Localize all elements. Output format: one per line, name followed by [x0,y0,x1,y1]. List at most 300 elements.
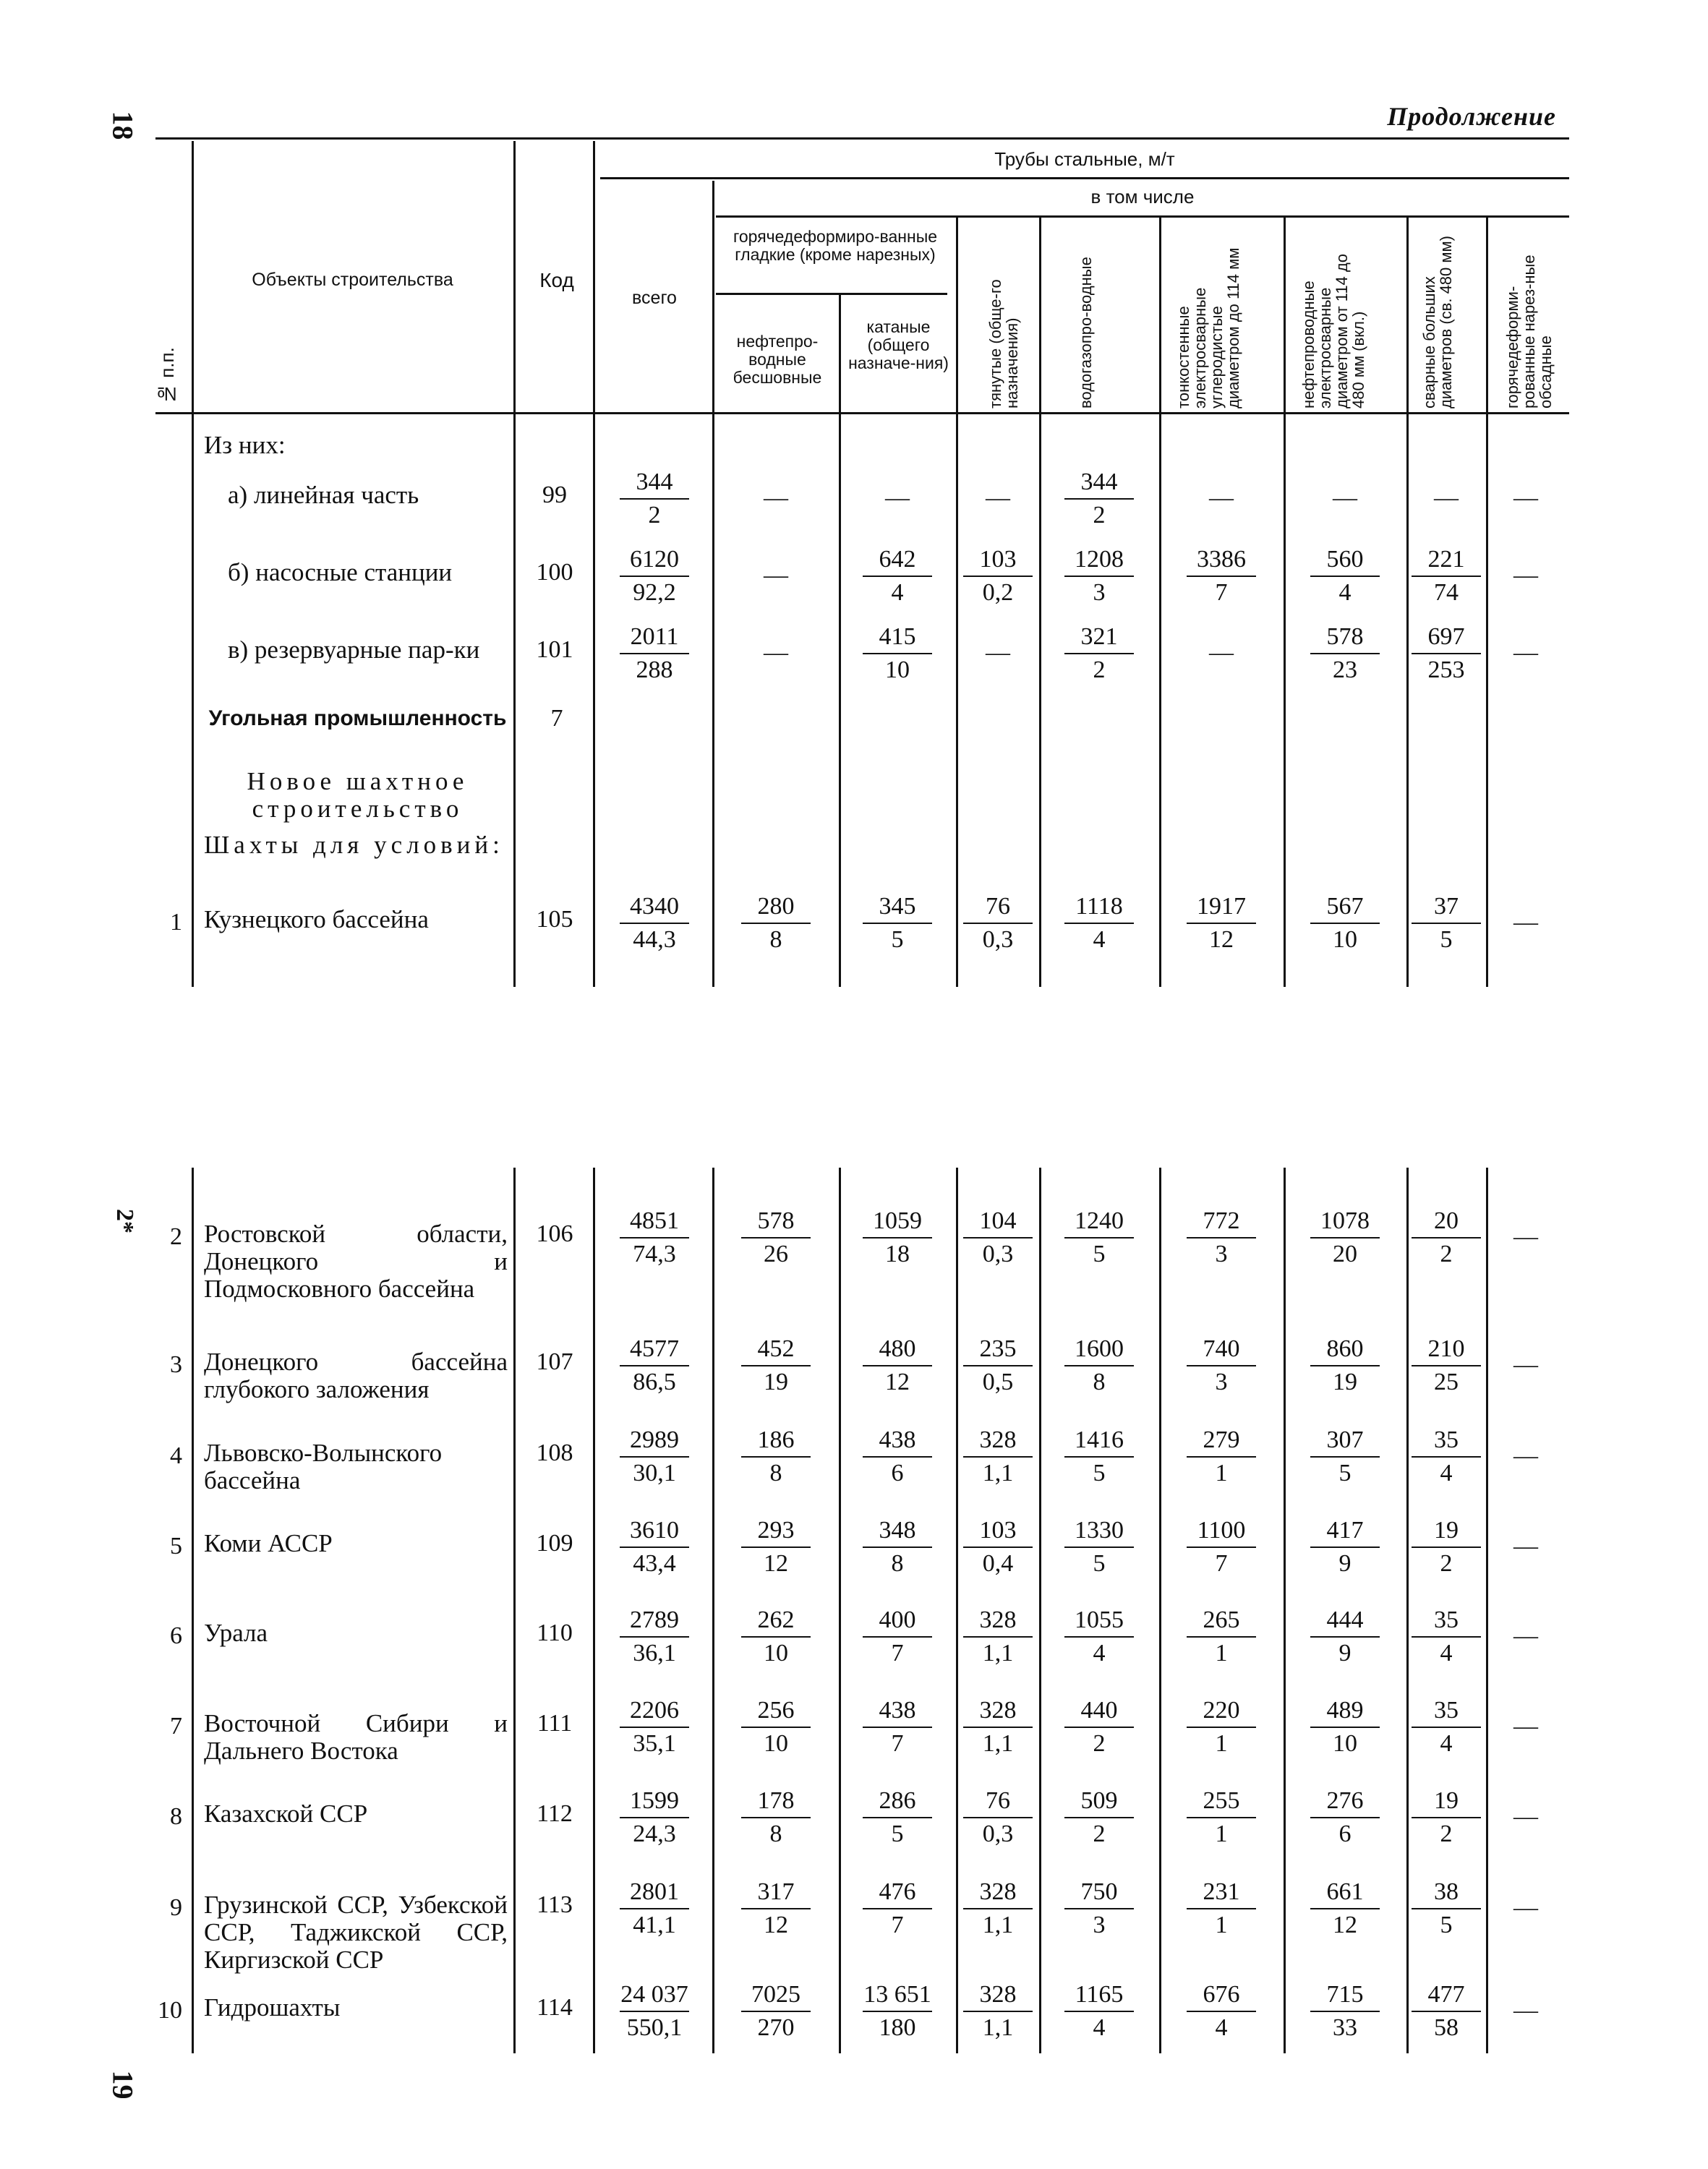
fraction-bar [1187,1365,1256,1366]
cell-denominator: 3 [1215,1241,1228,1267]
cell-denominator: 9 [1338,1640,1352,1667]
cell-numerator: 2011 [630,623,679,650]
fraction-bar [620,1636,689,1638]
fraction-bar [741,2011,811,2012]
fraction-bar [741,1456,811,1458]
cell-denominator: 2 [1093,1730,1106,1757]
cell-denominator: 7 [891,1730,904,1757]
cell-denominator: 8 [769,1821,782,1847]
header-code: Код [539,269,574,291]
table-cell-dash: — [986,639,1010,666]
fraction-bar [1310,2011,1380,2012]
cell-numerator: 2989 [630,1426,679,1453]
row-number: 1 [170,909,182,936]
table-cell-dash: — [1513,562,1538,589]
cell-numerator: 1059 [873,1207,922,1234]
row-name: Коми АССР [204,1529,333,1557]
table-cell [600,1697,709,1758]
cell-denominator: 6 [891,1460,904,1486]
table-cell [600,893,709,954]
row-number: 8 [170,1803,182,1830]
table-cell [1167,1207,1276,1268]
header-water-gas: водогазопро-водные [1077,257,1095,408]
cell-denominator: 18 [885,1241,910,1267]
fraction-bar [1310,1817,1380,1818]
fraction-bar [963,1908,1033,1909]
row-code: 114 [537,1994,573,2021]
table-cell [944,1787,1052,1848]
table-cell-dash: — [1209,484,1234,511]
table-cell [1045,546,1153,607]
table-cell [722,1787,830,1848]
row-number: 4 [170,1442,182,1469]
fraction-bar [620,653,689,654]
fraction-bar [1412,2011,1481,2012]
fraction-bar [620,1365,689,1366]
cell-denominator: 7 [1215,579,1228,606]
table-cell [843,1517,952,1578]
fraction-bar [620,1908,689,1909]
cell-numerator: 1118 [1075,893,1123,920]
table-cell [1291,1981,1399,2042]
fraction-bar [1310,1456,1380,1458]
cell-denominator: 44,3 [633,926,676,953]
row-code: 101 [536,636,573,663]
table-cell [1167,1787,1276,1848]
fraction-bar [741,1727,811,1728]
table-cell [944,1697,1052,1758]
fraction-bar [963,1727,1033,1728]
fraction-bar [741,1636,811,1638]
cell-numerator: 279 [1203,1426,1240,1453]
cell-denominator: 2 [1093,1821,1106,1847]
cell-denominator: 1,1 [982,1912,1014,1938]
fraction-bar [620,576,689,577]
col-divider-a-2 [839,1168,841,2053]
col-divider-d [1159,217,1161,987]
header-pipes-title: Трубы стальные, м/т [994,148,1175,170]
cell-numerator: 19 [1434,1517,1459,1544]
row-number: 7 [170,1713,182,1740]
row-name: а) линейная часть [228,481,419,509]
cell-numerator: 740 [1203,1335,1240,1362]
cell-denominator: 253 [1427,656,1465,683]
fraction-bar [1187,1727,1256,1728]
cell-numerator: 276 [1326,1787,1364,1814]
table-cell-dash: — [1513,1442,1538,1469]
cell-numerator: 265 [1203,1607,1240,1633]
table-cell [1291,1697,1399,1758]
fraction-bar [1310,923,1380,924]
cell-denominator: 4 [1440,1730,1453,1757]
fraction-bar [1310,1365,1380,1366]
section-mines-for: Шахты для условий: [204,831,504,859]
fraction-bar [1187,576,1256,577]
cell-denominator: 26 [764,1241,788,1267]
cell-denominator: 5 [1440,1912,1453,1938]
cell-denominator: 1,1 [982,1460,1014,1486]
table-cell-dash: — [1513,1803,1538,1830]
cell-denominator: 10 [1333,1730,1357,1757]
fraction-bar [1064,1365,1134,1366]
cell-numerator: 328 [979,1697,1017,1724]
table-cell [1045,623,1153,684]
table-cell [944,546,1052,607]
cell-numerator: 676 [1203,1981,1240,2008]
cell-denominator: 2 [1440,1241,1453,1267]
header-bottom-rule [155,412,1569,414]
fraction-bar [863,1546,932,1548]
table-cell [843,893,952,954]
table-cell [600,1207,709,1268]
cell-denominator: 5 [891,1821,904,1847]
table-cell [1291,1335,1399,1396]
cell-numerator: 286 [879,1787,916,1814]
cell-numerator: 76 [986,1787,1010,1814]
coal-industry-code: 7 [550,705,563,732]
table-cell-dash: — [764,484,788,511]
cell-numerator: 35 [1434,1426,1459,1453]
table-cell-dash: — [1513,1894,1538,1921]
cell-numerator: 103 [979,546,1017,573]
header-casing: горячедеформи-рованные нарез-ные обсадные [1503,254,1555,408]
fraction-bar [1412,1237,1481,1238]
cell-denominator: 10 [1333,926,1357,953]
cell-numerator: 328 [979,1981,1017,2008]
table-cell [722,1607,830,1667]
table-cell [1167,546,1276,607]
cell-numerator: 344 [636,469,673,495]
cell-denominator: 5 [1338,1460,1352,1486]
section-of-them: Из них: [204,431,286,459]
fraction-bar [963,576,1033,577]
cell-denominator: 0,2 [982,579,1014,606]
fraction-bar [620,1546,689,1548]
row-name: Урала [204,1619,268,1647]
fraction-bar [1310,1727,1380,1728]
table-cell [600,469,709,529]
cell-denominator: 1 [1215,1730,1228,1757]
header-drawn: тянутые (обще-го назначения) [986,279,1021,408]
table-cell [944,1207,1052,1268]
fraction-bar [963,1546,1033,1548]
col-divider-total [712,181,714,987]
fraction-bar [1064,576,1134,577]
cell-denominator: 20 [1333,1241,1357,1267]
header-welded-large: сварные больших диаметров (св. 480 мм) [1420,236,1455,408]
cell-denominator: 0,5 [982,1369,1014,1395]
fraction-bar [1412,1546,1481,1548]
cell-denominator: 33 [1333,2014,1357,2041]
cell-denominator: 10 [764,1730,788,1757]
table-cell [843,1335,952,1396]
table-cell-dash: — [764,639,788,666]
header-thin: тонкостенные электросварные углеродистые диаметром до 114 мм [1174,247,1242,408]
cell-denominator: 2 [1093,656,1106,683]
fraction-bar [1064,1636,1134,1638]
cell-denominator: 19 [764,1369,788,1395]
fraction-bar [1412,576,1481,577]
cell-numerator: 256 [757,1697,795,1724]
cell-numerator: 661 [1326,1878,1364,1905]
row-number: 5 [170,1533,182,1560]
table-cell [1291,1517,1399,1578]
cell-denominator: 3 [1093,579,1106,606]
cell-denominator: 4 [1440,1640,1453,1667]
fraction-bar [863,1456,932,1458]
cell-numerator: 35 [1434,1607,1459,1633]
fraction-bar [963,1237,1033,1238]
fraction-bar [1064,1456,1134,1458]
table-cell-dash: — [1513,639,1538,666]
table-cell [722,1517,830,1578]
header-rolled: катаные (общего назначе-ния) [848,317,949,372]
cell-numerator: 1599 [630,1787,679,1814]
fraction-bar [963,2011,1033,2012]
table-cell [843,1878,952,1939]
fraction-bar [1187,1817,1256,1818]
cell-numerator: 186 [757,1426,795,1453]
cell-denominator: 7 [891,1640,904,1667]
cell-numerator: 1240 [1075,1207,1124,1234]
col-divider-total-2 [712,1168,714,2053]
fraction-bar [863,1237,932,1238]
table-cell-dash: — [1513,484,1538,511]
table-cell-dash: — [1513,1622,1538,1649]
cell-numerator: 560 [1326,546,1364,573]
cell-numerator: 1208 [1075,546,1124,573]
cell-denominator: 2 [1440,1550,1453,1577]
cell-denominator: 0,3 [982,926,1014,953]
cell-denominator: 1 [1215,1640,1228,1667]
cell-numerator: 1917 [1197,893,1246,920]
cell-numerator: 438 [879,1697,916,1724]
header-num: № п.п. [156,347,178,405]
table-cell [600,1878,709,1939]
table-cell [722,1207,830,1268]
cell-numerator: 307 [1326,1426,1364,1453]
fraction-bar [741,1817,811,1818]
row-number: 6 [170,1622,182,1649]
fraction-bar [863,1727,932,1728]
row-name: Гидрошахты [204,1993,341,2022]
fraction-bar [1187,1636,1256,1638]
fraction-bar [620,923,689,924]
cell-denominator: 0,3 [982,1241,1014,1267]
fraction-bar [1064,653,1134,654]
fraction-bar [741,1546,811,1548]
cell-denominator: 36,1 [633,1640,676,1667]
table-cell-dash: — [1434,484,1459,511]
fraction-bar [1412,1456,1481,1458]
cell-denominator: 4 [1093,926,1106,953]
table-cell [1045,1878,1153,1939]
table-cell [600,546,709,607]
fraction-bar [741,1908,811,1909]
cell-denominator: 1 [1215,1912,1228,1938]
cell-denominator: 10 [885,656,910,683]
row-code: 99 [542,482,567,508]
table-cell [944,1981,1052,2042]
table-cell [843,1981,952,2042]
cell-numerator: 476 [879,1878,916,1905]
cell-numerator: 2206 [630,1697,679,1724]
fraction-bar [1412,1636,1481,1638]
cell-denominator: 2 [648,502,661,529]
col-divider-name-2 [513,1168,516,2053]
cell-denominator: 25 [1434,1369,1459,1395]
table-cell [843,623,952,684]
cell-numerator: 3386 [1197,546,1246,573]
row-code: 107 [536,1348,573,1375]
cell-denominator: 1,1 [982,2014,1014,2041]
table-cell [600,1981,709,2042]
fraction-bar [1187,1237,1256,1238]
row-number: 10 [158,1997,182,2024]
cell-denominator: 1,1 [982,1730,1014,1757]
cell-denominator: 19 [1333,1369,1357,1395]
row-name: в) резервуарные пар-ки [228,636,480,664]
cell-numerator: 1055 [1075,1607,1124,1633]
cell-denominator: 12 [885,1369,910,1395]
fraction-bar [1412,1365,1481,1366]
table-cell [600,1426,709,1487]
cell-numerator: 4340 [630,893,679,920]
cell-numerator: 255 [1203,1787,1240,1814]
table-cell [944,1878,1052,1939]
table-cell [1045,1697,1153,1758]
row-name: б) насосные станции [228,558,453,586]
cell-denominator: 4 [1093,2014,1106,2041]
fraction-bar [963,1636,1033,1638]
table-cell [843,1207,952,1268]
cell-denominator: 7 [891,1912,904,1938]
header-objects: Объекты строительства [252,270,453,290]
cell-denominator: 41,1 [633,1912,676,1938]
continuation-label: Продолжение [1387,102,1556,131]
hot-group-rule [716,293,947,295]
fraction-bar [863,1365,932,1366]
cell-numerator: 489 [1326,1697,1364,1724]
fraction-bar [620,2011,689,2012]
cell-numerator: 417 [1326,1517,1364,1544]
cell-numerator: 642 [879,546,916,573]
cell-denominator: 12 [1333,1912,1357,1938]
fraction-bar [1412,1908,1481,1909]
cell-denominator: 43,4 [633,1550,676,1577]
cell-denominator: 5 [1093,1460,1106,1486]
header-oil-welded: нефтепроводные электросварные диаметром от 114 до 480 мм (вкл.) [1299,254,1367,408]
row-name: Донецкого бассейна глубокого заложения [204,1348,508,1403]
header-hot-group: горячедеформиро-ванные гладкие (кроме нарезных) [733,227,938,264]
cell-denominator: 74 [1434,579,1459,606]
fraction-bar [1412,923,1481,924]
row-number: 2 [170,1223,182,1250]
fraction-bar [1310,576,1380,577]
table-cell [843,546,952,607]
cell-numerator: 578 [757,1207,795,1234]
table-cell [1167,1426,1276,1487]
cell-numerator: 452 [757,1335,795,1362]
cell-denominator: 9 [1338,1550,1352,1577]
fraction-bar [1064,1817,1134,1818]
cell-denominator: 86,5 [633,1369,676,1395]
cell-numerator: 444 [1326,1607,1364,1633]
cell-denominator: 23 [1333,656,1357,683]
cell-denominator: 12 [1209,926,1234,953]
fraction-bar [1187,1456,1256,1458]
fraction-bar [1064,1237,1134,1238]
cell-numerator: 1078 [1320,1207,1370,1234]
header-total: всего [632,288,677,308]
row-code: 109 [536,1530,573,1557]
cell-denominator: 2 [1093,502,1106,529]
col-divider-num-2 [192,1168,194,2053]
cell-denominator: 8 [769,926,782,953]
cell-numerator: 578 [1326,623,1364,650]
cell-denominator: 270 [757,2014,795,2041]
row-name: Ростовской области, Донецкого и Подмосковного бассейна [204,1220,508,1303]
fraction-bar [620,1456,689,1458]
cell-denominator: 180 [879,2014,916,2041]
table-cell [944,1426,1052,1487]
cell-numerator: 438 [879,1426,916,1453]
cell-numerator: 37 [1434,893,1459,920]
table-cell [944,893,1052,954]
cell-numerator: 19 [1434,1787,1459,1814]
table-cell-dash: — [1513,1997,1538,2024]
fraction-bar [863,1636,932,1638]
table-cell [843,1787,952,1848]
row-name: Кузнецкого бассейна [204,905,429,933]
table-cell [722,1426,830,1487]
table-cell [1167,1517,1276,1578]
fraction-bar [1412,1817,1481,1818]
table-cell [1045,469,1153,529]
cell-denominator: 30,1 [633,1460,676,1486]
row-name: Казахской ССР [204,1800,368,1828]
cell-numerator: 772 [1203,1207,1240,1234]
table-cell [944,1517,1052,1578]
table-cell [1167,893,1276,954]
table-cell [1167,1878,1276,1939]
cell-denominator: 7 [1215,1550,1228,1577]
table-cell [1045,1426,1153,1487]
cell-numerator: 235 [979,1335,1017,1362]
table-cell [1045,1787,1153,1848]
table-cell [722,1878,830,1939]
fraction-bar [963,1456,1033,1458]
cell-denominator: 4 [1215,2014,1228,2041]
row-code: 110 [537,1620,573,1646]
row-code: 106 [536,1220,573,1247]
header-including: в том числе [1090,186,1195,208]
cell-numerator: 328 [979,1607,1017,1633]
fraction-bar [963,1817,1033,1818]
fraction-bar [863,653,932,654]
row-name: Восточной Сибири и Дальнего Востока [204,1709,508,1765]
table-cell [1291,623,1399,684]
fraction-bar [1064,923,1134,924]
cell-denominator: 8 [1093,1369,1106,1395]
table-cell [1291,1787,1399,1848]
fraction-bar [1310,1237,1380,1238]
table-cell-dash: — [1513,1223,1538,1250]
cell-numerator: 697 [1427,623,1465,650]
row-code: 100 [536,559,573,586]
cell-numerator: 509 [1080,1787,1118,1814]
cell-denominator: 550,1 [626,2014,683,2041]
